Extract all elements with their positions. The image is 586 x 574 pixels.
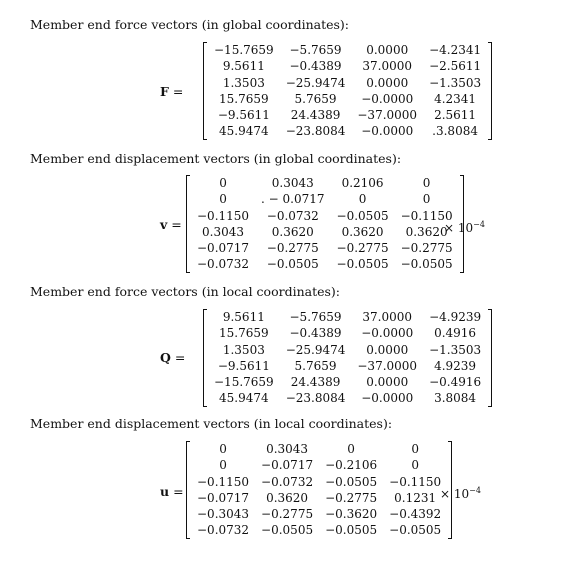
matrix-row (191, 474, 447, 490)
matrix-cell: 0.3043 (271, 176, 314, 190)
matrix-cell: −23.8084 (285, 124, 346, 139)
matrix-cell: −0.0505 (336, 208, 389, 223)
matrix-cell: .3.8084 (432, 124, 478, 139)
matrix-cell: 0 (422, 192, 431, 207)
matrix-cell: 2.5611 (434, 108, 477, 123)
section-heading-global-forces: Member end force vectors (in global coordinates): (30, 17, 349, 32)
matrix-cell: 4.2341 (434, 91, 477, 106)
matrix-row (208, 390, 487, 406)
matrix-cell: −0.0732 (197, 257, 250, 272)
matrix-cell: −0.0505 (400, 257, 453, 272)
matrix-cell: 0 (411, 442, 419, 456)
matrix-cell: 0 (422, 176, 431, 190)
matrix-row (208, 325, 487, 341)
matrix-row (191, 175, 459, 191)
matrix-row (191, 490, 447, 506)
matrix-cell: −0.0000 (361, 391, 414, 406)
matrix-cell: 0.0000 (366, 75, 409, 90)
matrix-row (208, 58, 487, 74)
matrix-cell: 45.9474 (219, 391, 269, 406)
matrix-cell: −0.2775 (336, 241, 389, 256)
matrix-cell: −0.1150 (389, 474, 442, 489)
matrix-cell: 24.4389 (290, 108, 341, 123)
section-heading-global-displacements: Member end displacement vectors (in global coordinates): (30, 151, 402, 166)
matrix-cell: −0.0732 (197, 523, 250, 538)
matrix-cell: 3.8084 (434, 391, 477, 406)
matrix-cell: 0.3620 (271, 224, 314, 239)
matrix-cell: 15.7659 (219, 91, 269, 106)
matrix-cell: −0.0732 (266, 208, 319, 223)
matrix-cell: −0.0000 (361, 326, 414, 341)
scale-factor-u: × $10^{-4}$ (440, 486, 481, 501)
matrix-cell: −2.5611 (429, 59, 482, 74)
matrix-v (186, 175, 464, 273)
matrix-cell: −0.0000 (361, 91, 414, 106)
matrix-cell: −0.4392 (389, 507, 442, 522)
matrix-cell: 5.7659 (294, 358, 337, 373)
matrix-cell: −0.1150 (197, 208, 250, 223)
matrix-cell: −25.9474 (285, 75, 346, 90)
matrix-cell: −0.2775 (325, 490, 378, 505)
matrix-row (208, 42, 487, 58)
matrix-cell: −0.0717 (261, 458, 314, 473)
matrix-row (208, 75, 487, 91)
matrix-symbol-u: u = (160, 484, 184, 499)
section-heading-local-displacements: Member end displacement vectors (in local coordinates): (30, 416, 393, 431)
matrix-cell: −0.2775 (266, 241, 319, 256)
matrix-cell: −9.5611 (217, 358, 270, 373)
left-bracket (186, 175, 190, 273)
matrix-cell: 0.3620 (266, 490, 309, 505)
matrix-cell: −0.4389 (289, 59, 342, 74)
matrix-F (203, 42, 492, 140)
matrix-cell: 0.3043 (266, 442, 309, 456)
matrix-cell: −5.7659 (289, 310, 342, 324)
matrix-cell: −9.5611 (217, 108, 270, 123)
matrix-cell: −0.3620 (325, 507, 378, 522)
matrix-cell: 0.3043 (202, 224, 245, 239)
matrix-cell: 45.9474 (219, 124, 269, 139)
matrix-cell: −23.8084 (285, 391, 346, 406)
right-bracket (488, 309, 492, 407)
matrix-cell: 0.4916 (434, 326, 477, 341)
matrix-cell: −0.4916 (429, 375, 482, 390)
matrix-cell: −0.0505 (261, 523, 314, 538)
matrix-cell: −37.0000 (357, 108, 418, 123)
matrix-cell: 0 (219, 442, 227, 456)
matrix-cell: −0.2775 (400, 241, 453, 256)
matrix-row (191, 208, 459, 224)
matrix-cell: −0.2106 (325, 458, 378, 473)
matrix-cell: 0.0000 (366, 43, 409, 57)
matrix-row (208, 342, 487, 358)
matrix-cell: 1.3503 (222, 342, 265, 357)
matrix-cell: 0.2106 (341, 176, 384, 190)
matrix-cell: 0 (358, 192, 367, 207)
matrix-row (191, 240, 459, 256)
matrix-cell: −0.3043 (197, 507, 250, 522)
matrix-row (208, 309, 487, 325)
matrix-cell: −0.2775 (261, 507, 314, 522)
matrix-cell: 0.1231 (394, 490, 437, 505)
matrix-row (208, 91, 487, 107)
matrix-row (191, 522, 447, 538)
matrix-row (191, 506, 447, 522)
matrix-cell: 37.0000 (362, 59, 413, 74)
matrix-cell: −0.0505 (389, 523, 442, 538)
matrix-cell: −0.0505 (336, 257, 389, 272)
matrix-cell: −1.3503 (429, 75, 482, 90)
matrix-cell: −0.0732 (261, 474, 314, 489)
matrix-cell: −0.0717 (197, 490, 250, 505)
matrix-cell: 15.7659 (219, 326, 269, 341)
matrix-cell: −4.2341 (429, 43, 482, 57)
matrix-cell: 0 (411, 458, 419, 473)
matrix-cell: −0.0000 (361, 124, 414, 139)
matrix-cell: 0 (219, 458, 227, 473)
matrix-cell: −5.7659 (289, 43, 342, 57)
matrix-row (191, 224, 459, 240)
matrix-cell: 0 (219, 176, 227, 190)
matrix-cell: 37.0000 (362, 310, 413, 324)
matrix-Q-cells (208, 309, 487, 407)
matrix-cell: 4.9239 (434, 358, 477, 373)
matrix-cell: −37.0000 (357, 358, 418, 373)
matrix-cell: −0.0717 (197, 241, 250, 256)
matrix-cell: −0.4389 (289, 326, 342, 341)
matrix-cell: −0.1150 (400, 208, 453, 223)
matrix-row (191, 457, 447, 473)
matrix-cell: −0.0505 (325, 523, 378, 538)
left-bracket (203, 42, 207, 140)
matrix-row (191, 441, 447, 457)
matrix-cell: . − 0.0717 (261, 192, 325, 207)
matrix-cell: −25.9474 (285, 342, 346, 357)
matrix-row (191, 191, 459, 207)
section-heading-local-forces: Member end force vectors (in local coordinates): (30, 284, 340, 299)
matrix-cell: 0.0000 (366, 375, 409, 390)
left-bracket (186, 441, 190, 539)
matrix-cell: 0.0000 (366, 342, 409, 357)
matrix-symbol-v: v = (160, 217, 182, 232)
matrix-row (191, 256, 459, 272)
matrix-v-cells (191, 175, 459, 273)
matrix-cell: −15.7659 (214, 43, 274, 57)
matrix-symbol-F: F = (160, 84, 184, 99)
matrix-cell: −1.3503 (429, 342, 482, 357)
matrix-cell: −0.0505 (266, 257, 319, 272)
matrix-cell: 0 (219, 192, 227, 207)
matrix-cell: 9.5611 (222, 59, 265, 74)
scale-factor-v: × $10^{-4}$ (444, 220, 485, 235)
right-bracket (488, 42, 492, 140)
matrix-cell: 5.7659 (294, 91, 337, 106)
matrix-F-cells (208, 42, 487, 140)
matrix-u (186, 441, 452, 539)
matrix-cell: 1.3503 (222, 75, 265, 90)
matrix-cell: 9.5611 (222, 310, 265, 324)
matrix-cell: 0.3620 (341, 224, 384, 239)
matrix-row (208, 123, 487, 139)
matrix-row (208, 358, 487, 374)
matrix-cell: −4.9239 (429, 310, 482, 324)
matrix-row (208, 374, 487, 390)
matrix-cell: −0.0505 (325, 474, 378, 489)
matrix-cell: 0.3620 (405, 224, 448, 239)
matrix-cell: 0 (347, 442, 355, 456)
matrix-cell: −0.1150 (197, 474, 250, 489)
left-bracket (203, 309, 207, 407)
matrix-symbol-Q: Q = (160, 350, 186, 365)
matrix-cell: −15.7659 (214, 375, 274, 390)
matrix-u-cells (191, 441, 447, 539)
matrix-Q (203, 309, 492, 407)
matrix-row (208, 107, 487, 123)
matrix-cell: 24.4389 (290, 375, 341, 390)
